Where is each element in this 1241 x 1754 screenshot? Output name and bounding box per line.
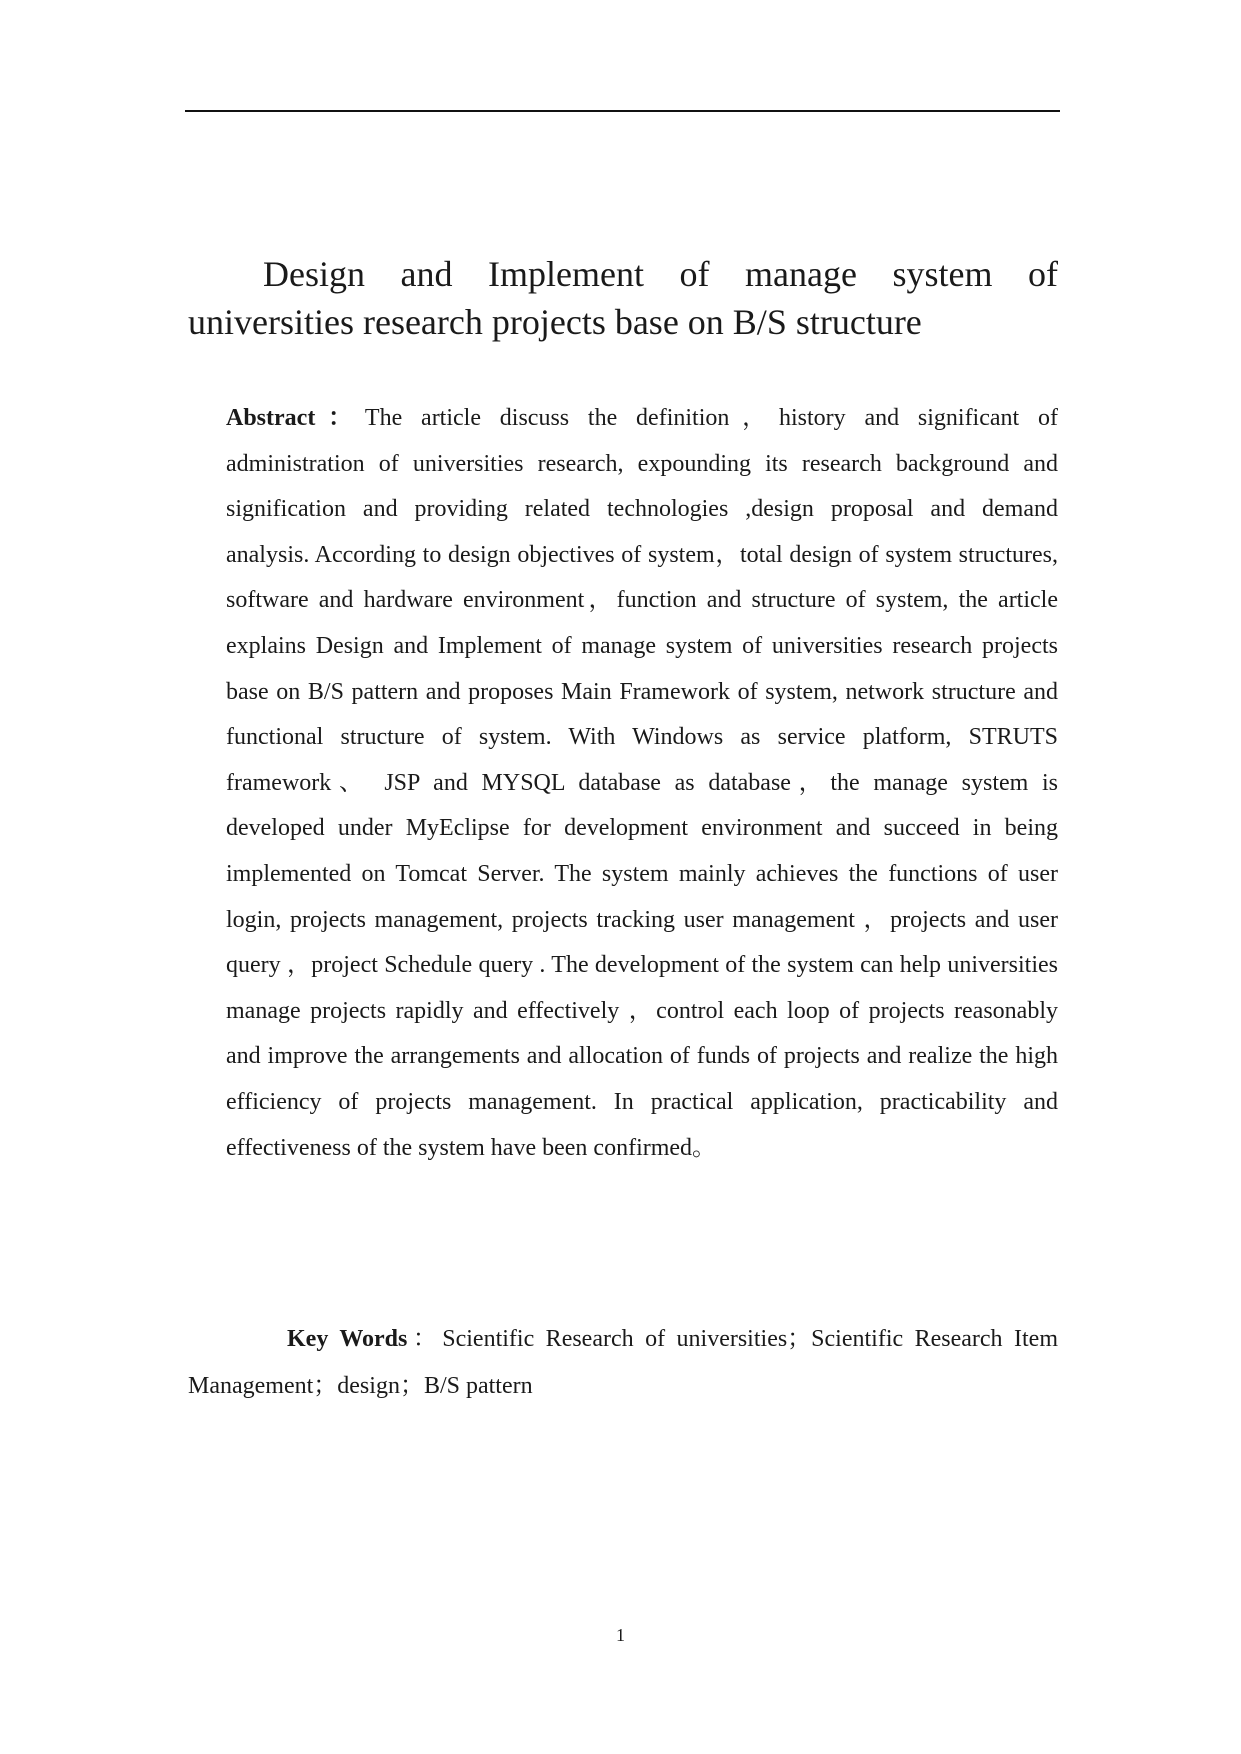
page-number: 1 [616, 1625, 625, 1645]
abstract-text: The article discuss the definition，history and significant of administration of universities research, expounding its research background and signification and providing related technologies ,design proposal and demand analysis. According to design objectives of system，total design of system structures, software and hardware environment，function and structure of system, the article explains Design and Implement of manage system of universities research projects base on B/S pattern and proposes Main Framework of system, network structure and functional structure of system. With Windows as service platform, STRUTS framework、 JSP and MYSQL database as database，the manage system is developed under MyEclipse for development environment and succeed in being implemented on Tomcat Server. The system mainly achieves the functions of user login, projects management, projects tracking user management ，projects and user query ，project Schedule query . The development of the system can help universities manage projects rapidly and effectively ，control each loop of projects reasonably and improve the arrangements and allocation of funds of projects and realize the high efficiency of projects management. In practical application, practicability and effectiveness of the system have been confirmed。 [226, 405, 1058, 1161]
paper-title: Design and Implement of manage system of universities research projects base on B/S structure [188, 254, 1058, 342]
abstract-paragraph [226, 396, 1058, 1171]
keywords-paragraph [188, 1316, 1058, 1410]
abstract-label: Abstract： [226, 405, 365, 431]
keywords-text: ：Scientific Research of universities；Scientific Research Item Management；design；B/S pattern [188, 1326, 1058, 1399]
header-rule [185, 110, 1060, 112]
keywords-label: Key Words [287, 1326, 408, 1352]
